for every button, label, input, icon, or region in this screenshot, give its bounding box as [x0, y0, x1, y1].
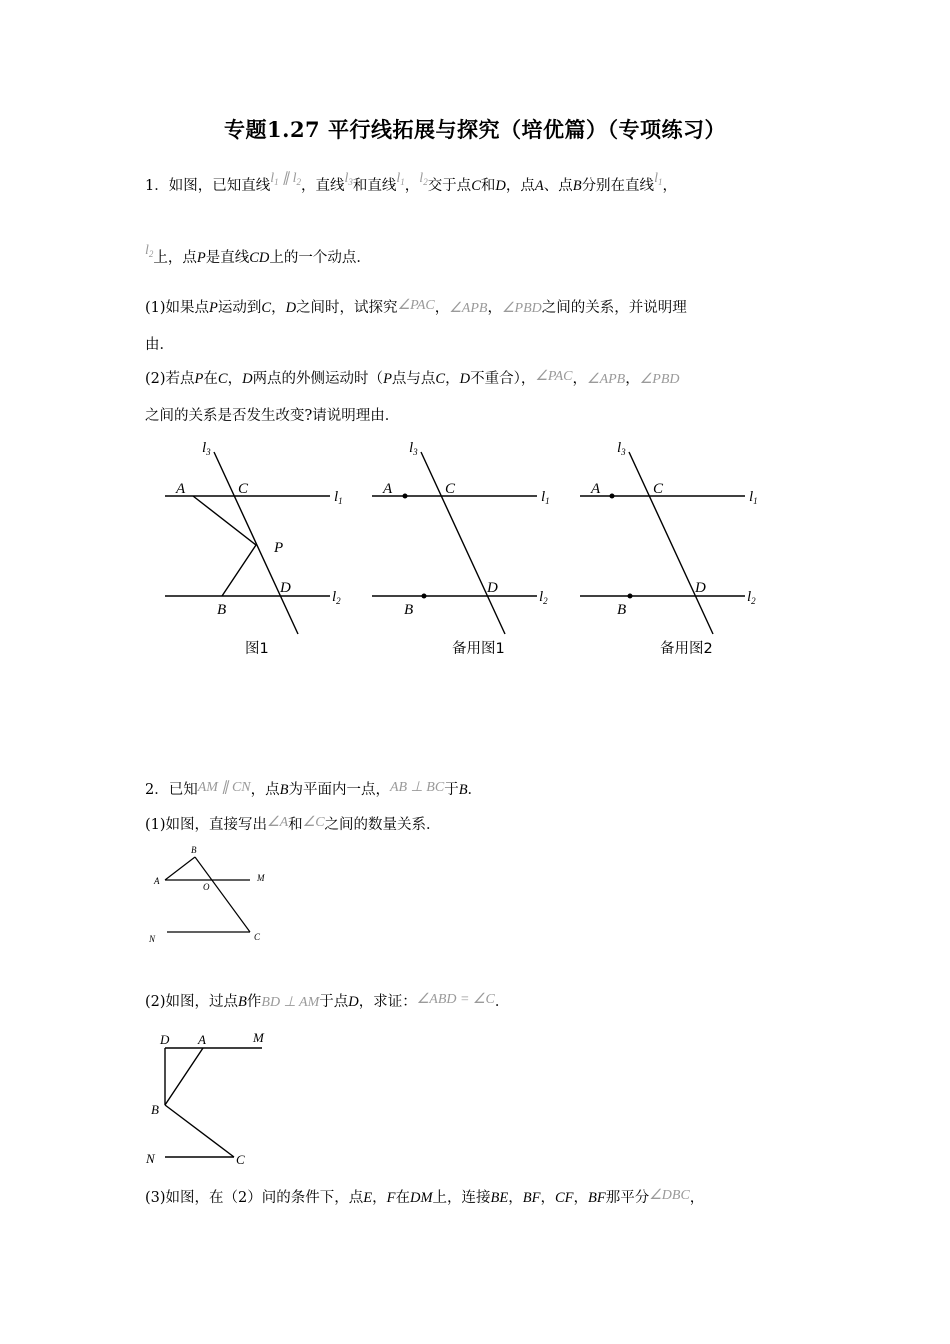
label-P: P: [274, 540, 284, 556]
label-A: A: [176, 481, 186, 497]
svg-text:D: D: [487, 580, 498, 596]
svg-text:C: C: [254, 932, 261, 942]
math-l1: $l_1$: [396, 171, 405, 187]
q1-part2: (2)若点P在C，D两点的外侧运动时（P点与点C，D不重合），∠PAC，∠APB，∠PBD: [145, 369, 680, 387]
svg-text:N: N: [149, 934, 156, 944]
q2-figure-2: [140, 1025, 280, 1170]
math-l3: $l_3$: [344, 171, 353, 187]
svg-text:l3: $l_3$: [409, 440, 418, 457]
svg-text:C: C: [236, 1152, 245, 1167]
page-title: 专题1.27 平行线拓展与探究（培优篇）（专项练习）: [224, 117, 726, 142]
point-A: [403, 494, 408, 499]
label-l3: $l_3$: [202, 440, 211, 457]
q2-line1: 2．已知AM ∥ CN，点B为平面内一点，AB ⊥ BC于B．: [145, 780, 483, 798]
svg-text:M: M: [257, 873, 265, 883]
q1-number: 1．: [145, 178, 169, 194]
line-l3: [214, 452, 298, 634]
q1-line2: $l_2$上，点P是直线CD上的一个动点．: [145, 243, 371, 266]
svg-text:O: O: [203, 882, 210, 892]
caption-backup2: 备用图2: [660, 641, 713, 657]
backup-figure-1: [372, 452, 537, 634]
q1-part2-end: 之间的关系是否发生改变?请说明理由．: [145, 408, 400, 424]
segment-PB: [222, 545, 256, 596]
q2-number: 2．: [145, 782, 169, 798]
math-l2b: $l_2$: [145, 243, 154, 259]
svg-text:l1: $l_1$: [541, 489, 550, 506]
label-C: C: [238, 481, 249, 497]
svg-text:B: B: [151, 1102, 159, 1117]
label-D: D: [280, 580, 291, 596]
svg-text:l1: $l_1$: [749, 489, 758, 506]
q1-line1: 1．如图，已知直线$l_1$ ∥ $l_2$，直线$l_3$和直线$l_1$，$l_2$交于点C和D，点A、点B分别在直线$l_1$，: [145, 171, 677, 194]
q2-part2: (2)如图，过点B作BD ⊥ AM于点D，求证：∠ABD = ∠C．: [145, 992, 510, 1010]
point-B: [422, 594, 427, 599]
math-l2: $l_2$: [419, 171, 428, 187]
q1-part1-end: 由．: [145, 337, 174, 353]
svg-text:B: B: [191, 845, 197, 855]
svg-text:l2: $l_2$: [539, 589, 548, 606]
label-B: B: [217, 602, 227, 618]
caption-fig1: 图1: [245, 641, 269, 657]
label-l1: $l_1$: [334, 489, 343, 506]
svg-text:B: B: [404, 602, 414, 618]
q1-figures: [150, 430, 810, 670]
q1-part1: (1)如果点P运动到C，D之间时，试探究∠PAC，∠APB，∠PBD之间的关系，并说明理: [145, 298, 687, 316]
caption-backup1: 备用图1: [452, 641, 505, 657]
q2-part3: (3)如图，在（2）问的条件下，点E，F在DM上，连接BE，BF，CF，BF那平分∠DBC，: [145, 1188, 705, 1206]
math-l1b: $l_1$: [654, 171, 663, 187]
label-l2: $l_2$: [332, 589, 341, 606]
svg-text:A: A: [154, 876, 160, 886]
figure-1: [165, 452, 330, 634]
math-l1-par-l2: $l_1$ ∥ $l_2$: [270, 171, 302, 187]
segment-AP: [193, 496, 256, 545]
svg-text:D: D: [160, 1032, 170, 1047]
q2-figure-1: [145, 840, 275, 950]
svg-text:C: C: [445, 481, 456, 497]
svg-text:A: A: [591, 481, 601, 497]
svg-text:C: C: [653, 481, 664, 497]
svg-text:D: D: [695, 580, 706, 596]
svg-text:A: A: [198, 1032, 206, 1047]
svg-text:N: N: [146, 1151, 155, 1166]
q2-part1: (1)如图，直接写出∠A和∠C之间的数量关系．: [145, 815, 441, 833]
svg-text:M: M: [253, 1030, 264, 1045]
svg-text:B: B: [617, 602, 627, 618]
svg-text:l3: $l_3$: [617, 440, 626, 457]
svg-text:l2: $l_2$: [747, 589, 756, 606]
backup-figure-2: [580, 452, 745, 634]
svg-text:A: A: [383, 481, 393, 497]
